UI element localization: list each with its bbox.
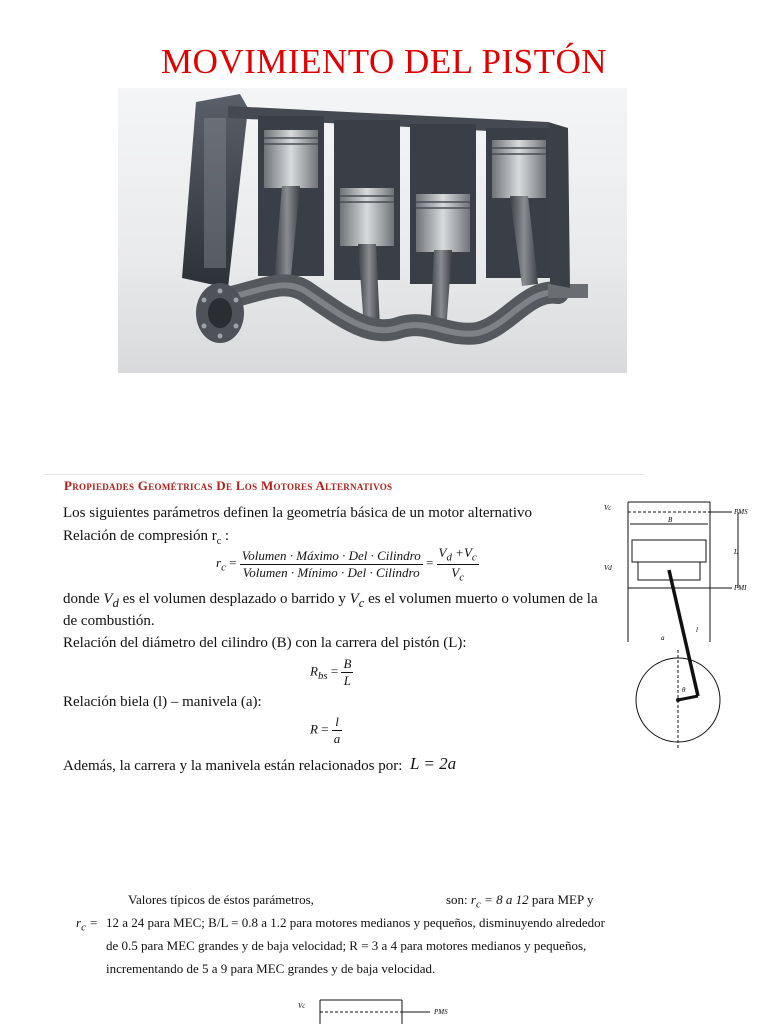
compression-formula: $r_c$ = $\frac{\text{Volumen · Máximo · Del · Cilindro}}{\text{Volumen · Mínimo · Del · Cilindro}}$ = $\frac{V_d +V_c}{V_c}$ — [216, 545, 477, 584]
typical-lead: Valores típicos de éstos parámetros, — [128, 892, 314, 907]
engine-cutaway-image — [118, 88, 627, 373]
typical-line-3: de 0.5 para MEC grandes y de baja velocidad; R = 3 a 4 para motores medianos y pequeños, — [106, 938, 587, 953]
label-rod: l — [696, 626, 698, 634]
typical-line-4: incrementando de 5 a 9 para MEC grandes y de baja velocidad. — [106, 961, 436, 976]
piston-diagram-partial — [290, 994, 470, 1024]
label-theta: θ — [682, 686, 686, 694]
label-vc-2: Vc — [298, 1002, 306, 1010]
typical-line-2: 12 a 24 para MEC; B/L = 0.8 a 1.2 para motores medianos y pequeños, disminuyendo alrededor — [106, 915, 605, 930]
bore-stroke-text: Relación del diámetro del cilindro (B) con la carrera del pistón (L): — [63, 635, 467, 651]
stroke-crank-formula: L = 2a — [410, 754, 457, 773]
label-b: B — [668, 516, 673, 524]
label-pmi: PMI — [734, 584, 747, 592]
label-vc: Vc — [604, 504, 612, 512]
label-pms: PMS — [734, 508, 748, 516]
rod-crank-formula: R = $\frac{l}{a}$ — [310, 714, 341, 746]
typical-mep: son: $r_c = 8$ a 12 para MEP y — [446, 892, 594, 911]
label-a: a — [661, 634, 665, 642]
section-divider — [44, 474, 644, 475]
label-vd: Vd — [604, 564, 612, 572]
intro-text: Los siguientes parámetros definen la geometría básica de un motor alternativo — [63, 505, 533, 521]
typical-values-paragraph — [72, 888, 682, 980]
label-pms-2: PMS — [434, 1008, 448, 1016]
compression-label: Relación de compresión $r_c$ : — [63, 528, 230, 547]
piston-crank-diagram — [598, 500, 768, 758]
explanation-text: donde $V_d$ es el volumen desplazado o barrido y $V_c$ es el volumen muerto o volumen de la — [63, 591, 598, 610]
bore-stroke-formula: $R_{bs}$ = $\frac{B}{L}$ — [310, 656, 352, 688]
explanation-text-2: de combustión. — [63, 613, 155, 629]
stroke-crank-text: Además, la carrera y la manivela están relacionados por: — [63, 758, 403, 774]
page-title: MOVIMIENTO DEL PISTÓN — [160, 42, 608, 81]
label-l: L — [734, 548, 738, 556]
typical-rc-label: $r_c$ = — [76, 915, 98, 934]
section-heading: Propiedades Geométricas De Los Motores Alternativos — [64, 478, 393, 493]
rod-crank-text: Relación biela (l) – manivela (a): — [63, 694, 262, 710]
